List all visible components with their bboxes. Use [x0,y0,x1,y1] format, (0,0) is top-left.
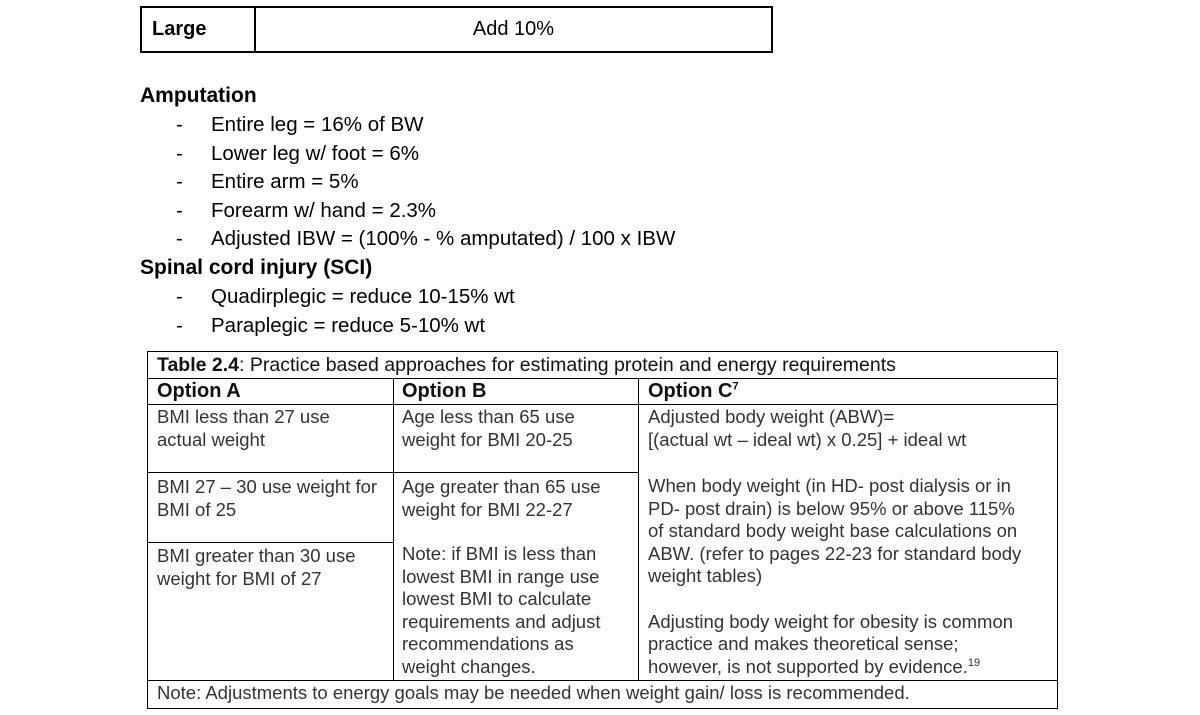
option-b-cell: Age less than 65 use weight for BMI 20-25 [402,406,575,450]
option-a-cell: BMI 27 – 30 use weight for BMI of 25 [157,476,378,520]
option-b-header: Option B [402,380,487,402]
list-item: - Adjusted IBW = (100% - % amputated) / 100 x IBW [176,227,676,251]
option-a-cell: BMI less than 27 use actual weight [157,406,330,450]
sci-heading: Spinal cord injury (SCI) [140,256,373,279]
sci-list [140,283,515,340]
size-value: Add 10% [255,7,772,52]
table-2-4 [147,351,1058,709]
option-a-cell: BMI greater than 30 use weight for BMI of 27 [157,545,356,589]
table-note: Note: Adjustments to energy goals may be needed when weight gain/ loss is recommended. [157,682,910,703]
option-b-cell: Note: if BMI is less than lowest BMI in range use lowest BMI to calculate requirements and adjust recommendations as weight changes. [402,543,601,677]
list-item: - Quadirplegic = reduce 10-15% wt [176,285,515,308]
list-item: - Lower leg w/ foot = 6% [176,141,419,165]
size-adjustment-table [140,6,773,53]
option-b-cell: Age greater than 65 use weight for BMI 22-27 [402,476,601,520]
table-caption: Table 2.4: Practice based approaches for estimating protein and energy requirements [157,354,896,376]
option-c-header: Option $C^7$ [648,380,739,402]
option-c-cell: Adjusted body weight (ABW)= [(actual wt – ideal wt) x 0.25] + ideal wt When body weight (in HD- post dialysis or in PD- post drain) is below 95% or above 115% of standard body weight base calculations on ABW. (refer to pages 22-23 for standard body weight tables) Adjusting body weight for obesity is common practice and makes theoretical sense; however, is not supported by evidence.$^{19}$ [648,406,1022,677]
list-item: - Entire leg = 16% of BW [176,113,424,136]
list-item: - Paraplegic = reduce 5-10% wt [176,313,486,337]
amputation-list [140,111,675,254]
amputation-heading: Amputation [140,84,257,107]
list-item: - Forearm w/ hand = 2.3% [176,198,437,222]
list-item: - Entire arm = 5% [176,170,359,194]
option-a-header: Option A [157,380,241,402]
size-label: Large [141,7,255,52]
